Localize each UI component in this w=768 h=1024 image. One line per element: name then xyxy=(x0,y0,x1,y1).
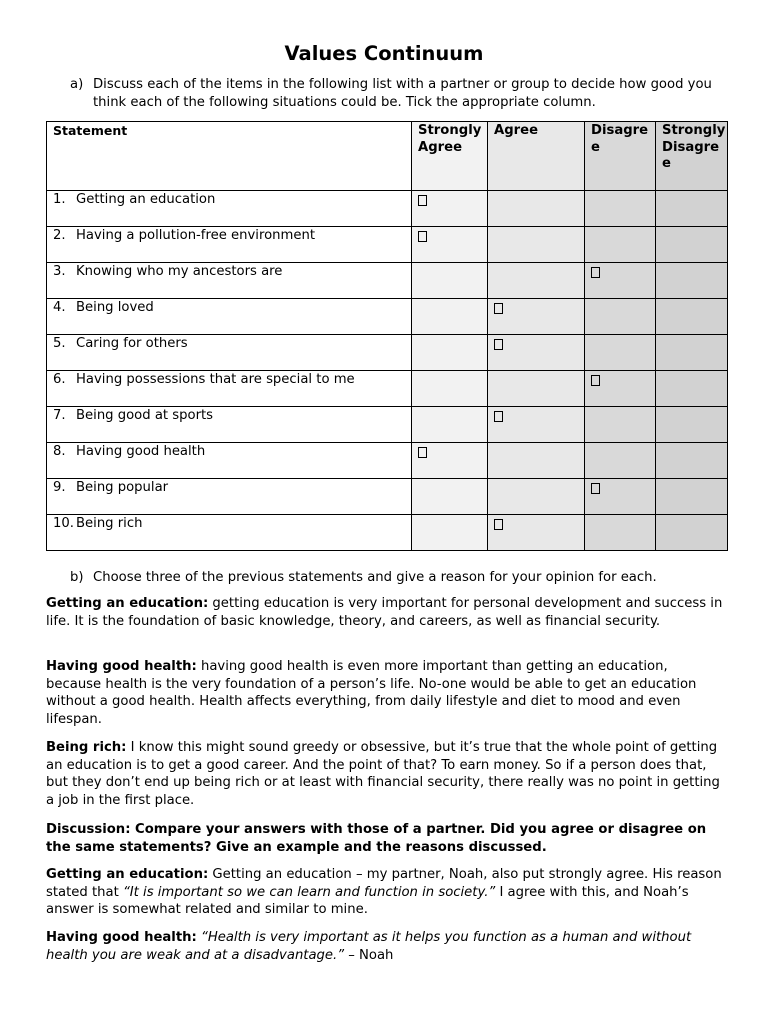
cell-strongly-disagree[interactable] xyxy=(656,227,728,263)
statement-number: 5. xyxy=(53,336,66,351)
tick-mark-icon xyxy=(494,519,503,530)
statement-text: Being rich xyxy=(76,516,143,531)
tick-mark-icon xyxy=(418,231,427,242)
cell-strongly-disagree[interactable] xyxy=(656,371,728,407)
statement-number: 2. xyxy=(53,228,66,243)
statement-cell xyxy=(47,479,412,515)
cell-strongly-agree[interactable] xyxy=(412,335,488,371)
statement-number: 8. xyxy=(53,444,66,459)
statement-number: 3. xyxy=(53,264,66,279)
statement-cell xyxy=(47,371,412,407)
reason-rich-text: I know this might sound greedy or obsessive, but it’s true that the whole point of getting an education is to get a good career. And the point of that? To earn money. So if a person does that, but they don’t end up being rich or at least with financial security, there really was no point in getting a job in the first place. xyxy=(46,740,720,808)
statement-text: Knowing who my ancestors are xyxy=(76,264,283,279)
statement-text: Getting an education xyxy=(76,192,216,207)
cell-disagree[interactable] xyxy=(585,263,656,299)
statement-cell xyxy=(47,191,412,227)
discussion-education xyxy=(46,866,726,919)
instruction-b-label: b) xyxy=(70,570,84,585)
statement-text: Having good health xyxy=(76,444,206,459)
reason-health-text: having good health is even more important than getting an education, because health is the very foundation of a person’s life. No-one would be able to get an education without a good health. Health affects everything, from daily lifestyle and diet to mood and even lifespan. xyxy=(46,659,697,727)
cell-disagree[interactable] xyxy=(585,299,656,335)
tick-mark-icon xyxy=(418,447,427,458)
cell-strongly-agree[interactable] xyxy=(412,515,488,551)
cell-disagree[interactable] xyxy=(585,335,656,371)
cell-strongly-disagree[interactable] xyxy=(656,515,728,551)
cell-disagree[interactable] xyxy=(585,227,656,263)
cell-strongly-disagree[interactable] xyxy=(656,335,728,371)
instruction-a-label: a) xyxy=(70,77,84,92)
cell-strongly-agree[interactable] xyxy=(412,371,488,407)
reason-education-text: getting education is very important for personal development and success in life. It is the foundation of basic knowledge, theory, and careers, as well as financial security. xyxy=(46,596,723,629)
reason-health-heading: Having good health: xyxy=(46,659,197,674)
table-row xyxy=(47,191,728,227)
header-statement: Statement xyxy=(47,122,412,191)
header-agree: Agree xyxy=(488,122,585,191)
statement-cell xyxy=(47,227,412,263)
cell-strongly-agree[interactable] xyxy=(412,191,488,227)
cell-strongly-agree[interactable] xyxy=(412,227,488,263)
statement-text: Being loved xyxy=(76,300,154,315)
table-header-row xyxy=(47,122,728,191)
cell-strongly-disagree[interactable] xyxy=(656,263,728,299)
header-strongly-agree: Strongly Agree xyxy=(412,122,488,191)
cell-strongly-disagree[interactable] xyxy=(656,191,728,227)
statement-text: Being popular xyxy=(76,480,169,495)
statement-text: Having a pollution-free environment xyxy=(76,228,315,243)
statement-cell xyxy=(47,263,412,299)
cell-disagree[interactable] xyxy=(585,479,656,515)
tick-mark-icon xyxy=(591,375,600,386)
discussion-health-heading: Having good health: xyxy=(46,930,197,945)
discussion-prompt: Discussion: Compare your answers with those of a partner. Did you agree or disagree on the same statements? Give an example and the reasons discussed. xyxy=(46,822,707,855)
statement-cell xyxy=(47,299,412,335)
statement-number: 1. xyxy=(53,192,66,207)
cell-disagree[interactable] xyxy=(585,515,656,551)
discussion-education-text-before: Getting an education – my partner, Noah, also put strongly agree. His reason stated that xyxy=(46,867,722,900)
table-row xyxy=(47,263,728,299)
cell-agree[interactable] xyxy=(488,299,585,335)
table-row xyxy=(47,335,728,371)
discussion-education-quote: “It is important so we can learn and function in society.” xyxy=(122,884,496,900)
table-row xyxy=(47,443,728,479)
discussion-education-heading: Getting an education: xyxy=(46,867,209,882)
cell-disagree[interactable] xyxy=(585,191,656,227)
values-table xyxy=(46,121,728,551)
statement-text: Having possessions that are special to me xyxy=(76,372,355,387)
tick-mark-icon xyxy=(591,483,600,494)
cell-agree[interactable] xyxy=(488,371,585,407)
table-row xyxy=(47,299,728,335)
cell-agree[interactable] xyxy=(488,335,585,371)
discussion-health-text-after: – Noah xyxy=(344,947,394,963)
cell-agree[interactable] xyxy=(488,227,585,263)
statement-number: 9. xyxy=(53,480,66,495)
table-row xyxy=(47,407,728,443)
cell-strongly-disagree[interactable] xyxy=(656,479,728,515)
cell-agree[interactable] xyxy=(488,263,585,299)
cell-disagree[interactable] xyxy=(585,371,656,407)
page-title: Values Continuum xyxy=(284,42,484,65)
reason-education xyxy=(46,595,726,630)
reason-health xyxy=(46,658,726,728)
instruction-a-text: Discuss each of the items in the following list with a partner or group to decide how good you think each of the following situations could be. Tick the appropriate column. xyxy=(93,77,712,110)
cell-agree[interactable] xyxy=(488,443,585,479)
table-row xyxy=(47,371,728,407)
cell-strongly-agree[interactable] xyxy=(412,263,488,299)
table-row xyxy=(47,479,728,515)
reason-rich-heading: Being rich: xyxy=(46,740,127,755)
statement-cell xyxy=(47,335,412,371)
statement-number: 10. xyxy=(53,516,74,531)
tick-mark-icon xyxy=(591,267,600,278)
cell-disagree[interactable] xyxy=(585,407,656,443)
statement-cell xyxy=(47,407,412,443)
discussion-health-quote: “Health is very important as it helps you function as a human and without health you are weak and at a disadvantage.” xyxy=(46,930,692,963)
tick-mark-icon xyxy=(494,339,503,350)
statement-number: 4. xyxy=(53,300,66,315)
cell-agree[interactable] xyxy=(488,407,585,443)
statement-number: 6. xyxy=(53,372,66,387)
cell-strongly-disagree[interactable] xyxy=(656,407,728,443)
header-strongly-disagree: Strongly Disagree xyxy=(656,122,728,191)
cell-strongly-agree[interactable] xyxy=(412,479,488,515)
header-disagree: Disagree xyxy=(585,122,656,191)
cell-strongly-agree[interactable] xyxy=(412,299,488,335)
statement-number: 7. xyxy=(53,408,66,423)
cell-strongly-disagree[interactable] xyxy=(656,443,728,479)
reason-education-heading: Getting an education: xyxy=(46,596,209,611)
statement-text: Being good at sports xyxy=(76,408,214,423)
reason-rich xyxy=(46,739,726,809)
discussion-education-text-after: I agree with this, and Noah’s answer is somewhat related and similar to mine. xyxy=(46,884,689,918)
discussion-health xyxy=(46,929,726,964)
cell-agree[interactable] xyxy=(488,515,585,551)
instruction-b xyxy=(70,569,720,587)
instruction-b-text: Choose three of the previous statements and give a reason for your opinion for each. xyxy=(93,570,657,585)
tick-mark-icon xyxy=(418,195,427,206)
cell-agree[interactable] xyxy=(488,191,585,227)
table-row xyxy=(47,515,728,551)
statement-cell xyxy=(47,515,412,551)
cell-strongly-disagree[interactable] xyxy=(656,299,728,335)
cell-strongly-agree[interactable] xyxy=(412,407,488,443)
tick-mark-icon xyxy=(494,303,503,314)
tick-mark-icon xyxy=(494,411,503,422)
cell-disagree[interactable] xyxy=(585,443,656,479)
statement-cell xyxy=(47,443,412,479)
cell-agree[interactable] xyxy=(488,479,585,515)
table-row xyxy=(47,227,728,263)
instruction-a xyxy=(70,76,720,111)
cell-strongly-agree[interactable] xyxy=(412,443,488,479)
statement-text: Caring for others xyxy=(76,336,188,351)
